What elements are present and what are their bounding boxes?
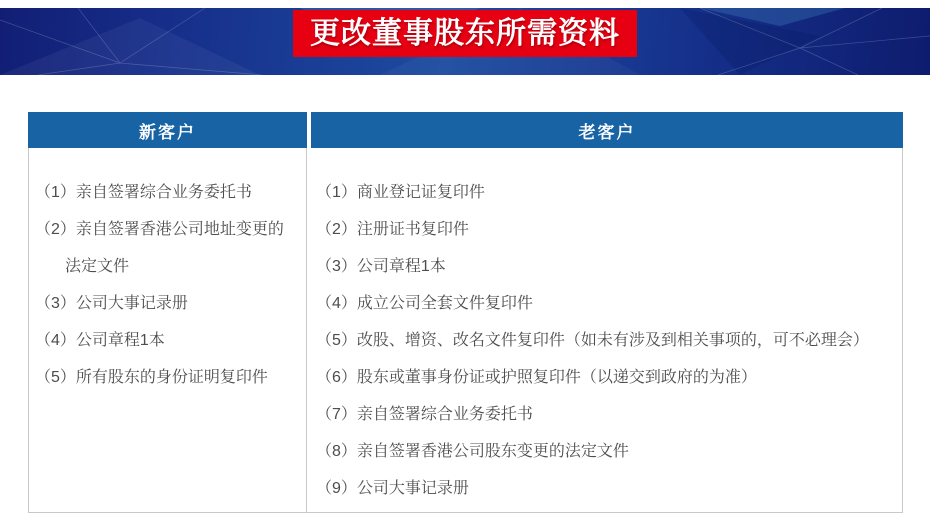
requirements-table [28,112,903,513]
list-item-continuation: 法定文件 [65,258,130,275]
list-item: （4）成立公司全套文件复印件 [316,295,533,312]
list-item: （9）公司大事记录册 [316,480,469,497]
banner-title-box [293,10,637,57]
list-item: （8）亲自签署香港公司股东变更的法定文件 [316,443,629,460]
list-item: （3）公司章程1本 [316,258,446,275]
header-cell-new-customers: 新客户 [28,112,307,148]
new-customers-cell [28,148,307,513]
list-item: （2）亲自签署香港公司地址变更的 [35,221,284,238]
top-banner [0,8,930,75]
list-item: （1）商业登记证复印件 [316,184,485,201]
page-title: 更改董事股东所需资料 [310,17,620,50]
list-item: （2）注册证书复印件 [316,221,469,238]
list-item: （5）改股、增资、改名文件复印件（如未有涉及到相关事项的，可不必理会） [316,332,869,349]
list-item: （3）公司大事记录册 [35,295,188,312]
old-customers-cell [307,148,903,513]
table-header-row [28,112,903,148]
list-item: （4）公司章程1本 [35,332,165,349]
header-cell-old-customers: 老客户 [311,112,903,148]
list-item: （5）所有股东的身份证明复印件 [35,369,268,386]
list-item: （7）亲自签署综合业务委托书 [316,406,533,423]
list-item: （1）亲自签署综合业务委托书 [35,184,252,201]
table-body [28,148,903,513]
list-item: （6）股东或董事身份证或护照复印件（以递交到政府的为准） [316,369,757,386]
